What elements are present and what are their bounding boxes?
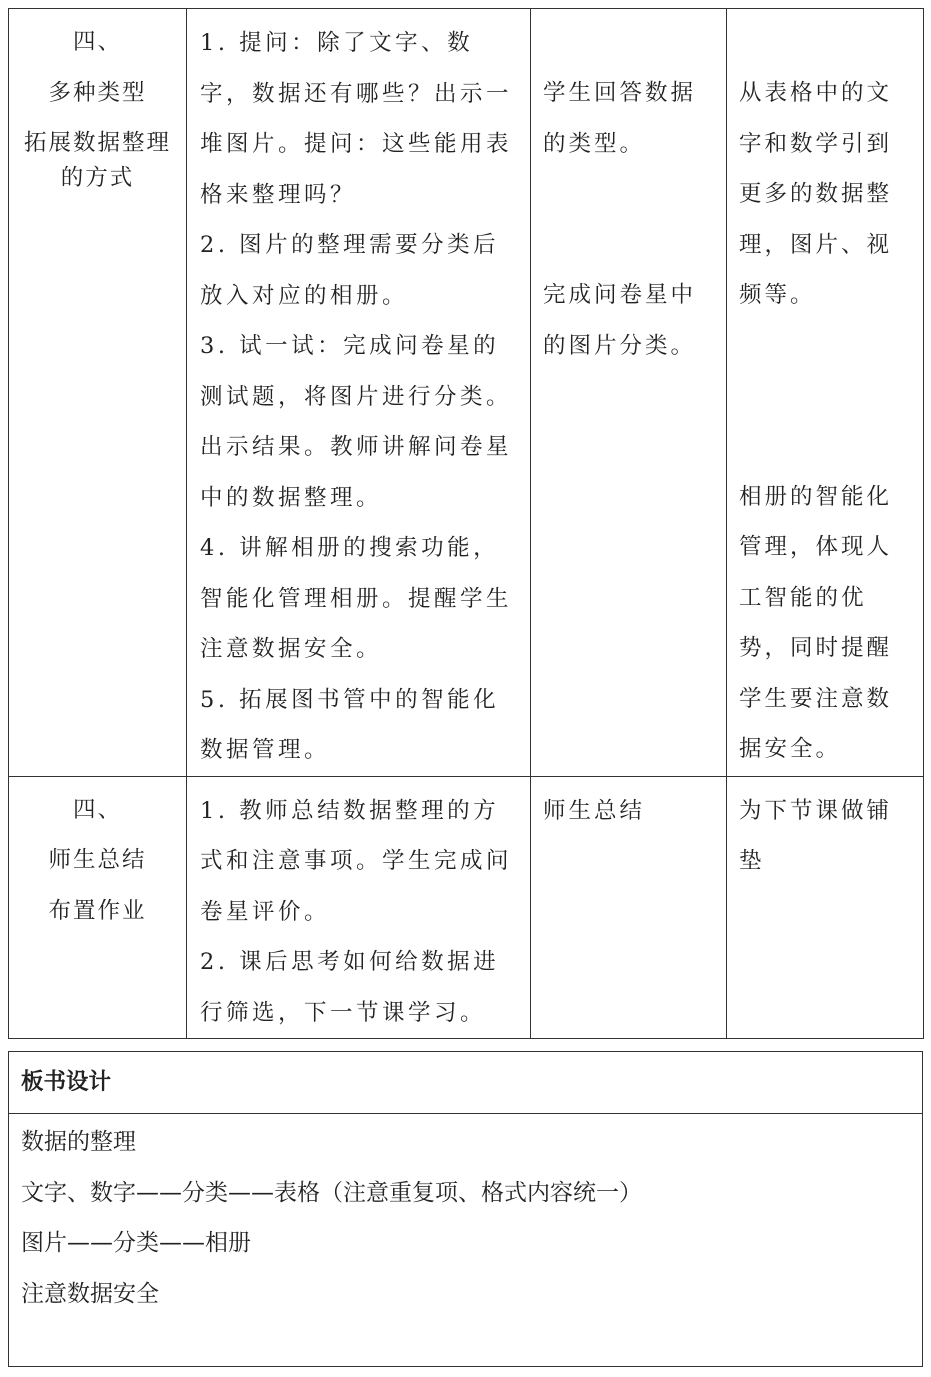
board-line: 数据的整理	[21, 1129, 136, 1155]
stage-label: 师生总结	[48, 847, 147, 873]
teacher-step: 3. 试一试：完成问卷星的测试题，将图片进行分类。出示结果。教师讲解问卷星中的数据整理。	[200, 333, 513, 511]
stage-label: 四、	[72, 796, 122, 823]
student-activity: 完成问卷星中的图片分类。	[543, 282, 697, 359]
table-row	[9, 776, 924, 1039]
lesson-table	[8, 8, 924, 1039]
board-design-title: 板书设计	[9, 1052, 922, 1114]
student-activity-cell	[531, 9, 727, 777]
student-activity: 学生回答数据的类型。	[543, 80, 697, 157]
board-design-box	[8, 1051, 923, 1367]
stage-label: 多种类型	[48, 79, 147, 106]
board-design-content	[9, 1114, 922, 1319]
design-intent: 从表格中的文字和数学引到更多的数据整理，图片、视频等。	[739, 80, 893, 308]
board-line: 图片——分类——相册	[21, 1230, 251, 1256]
table-row	[9, 9, 924, 777]
stage-label: 的方式	[60, 164, 135, 191]
student-activity-cell	[531, 776, 727, 1039]
stage-label: 四、	[72, 29, 122, 55]
teacher-step: 2. 课后思考如何给数据进行筛选，下一节课学习。	[200, 949, 500, 1026]
stage-label: 布置作业	[48, 897, 147, 924]
stage-cell	[9, 9, 187, 777]
design-intent: 相册的智能化管理，体现人工智能的优势，同时提醒学生要注意数据安全。	[739, 483, 893, 762]
design-intent: 为下节课做铺垫	[739, 797, 893, 874]
teacher-step: 1. 提问：除了文字、数字，数据还有哪些？出示一堆图片。提问：这些能用表格来整理吗？	[200, 30, 513, 208]
board-line: 文字、数字——分类——表格（注意重复项、格式内容统一）	[21, 1179, 642, 1206]
stage-cell	[9, 776, 187, 1039]
design-intent-cell	[727, 9, 924, 777]
stage-label: 拓展数据整理	[23, 130, 171, 156]
teacher-step: 4. 讲解相册的搜索功能，智能化管理相册。提醒学生注意数据安全。	[200, 535, 513, 662]
teacher-activity-cell	[187, 776, 531, 1039]
teacher-step: 2. 图片的整理需要分类后放入对应的相册。	[200, 232, 500, 309]
student-activity: 师生总结	[543, 797, 646, 824]
teacher-step: 1. 教师总结数据整理的方式和注意事项。学生完成问卷星评价。	[200, 797, 513, 925]
teacher-activity-cell	[187, 9, 531, 777]
teacher-step: 5. 拓展图书管中的智能化数据管理。	[200, 686, 500, 763]
design-intent-cell	[727, 776, 924, 1039]
board-line: 注意数据安全	[21, 1280, 159, 1307]
